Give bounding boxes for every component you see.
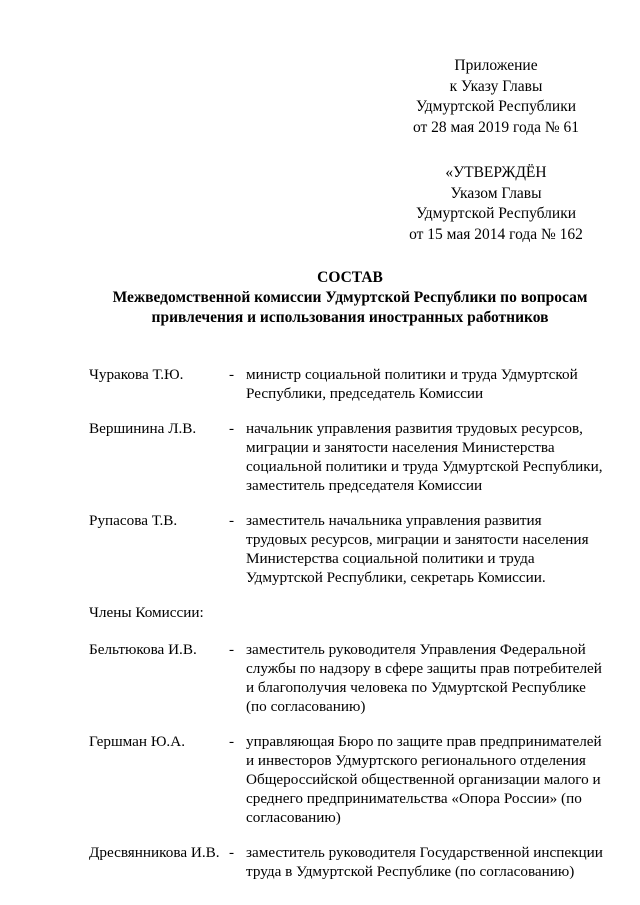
dash-separator: - <box>229 512 235 529</box>
appendix-line: Удмуртской Республики <box>415 98 577 115</box>
member-name: Чуракова Т.Ю. <box>89 366 184 383</box>
member-row <box>89 843 609 881</box>
dash-separator: - <box>229 844 235 861</box>
member-row <box>89 732 609 827</box>
role-line: службы по надзору в сфере защиты прав потребителей <box>246 660 602 677</box>
member-role <box>246 732 609 827</box>
title-line-1: Межведомственной комиссии Удмуртской Республики по вопросам <box>112 289 588 306</box>
member-role <box>246 365 609 403</box>
member-row <box>89 640 609 716</box>
role-line: трудовых ресурсов, миграции и занятости населения <box>246 531 589 548</box>
role-line: согласованию) <box>246 809 341 826</box>
member-role <box>246 640 609 716</box>
dash-separator: - <box>229 420 235 437</box>
approved-line: «УТВЕРЖДЁН <box>445 164 547 181</box>
appendix-line: к Указу Главы <box>449 77 543 95</box>
role-line: (по согласованию) <box>246 698 366 715</box>
role-line: Общероссийской общественной организации малого и <box>246 771 601 788</box>
member-role <box>246 511 609 587</box>
member-name: Вершинина Л.В. <box>89 420 197 437</box>
approved-line: от 15 мая 2014 года № 162 <box>409 225 583 243</box>
role-line: Удмуртской Республики, секретарь Комиссии. <box>246 569 546 586</box>
appendix-line: от 28 мая 2019 года № 61 <box>412 118 580 136</box>
title-heading: СОСТАВ <box>317 269 383 286</box>
member-name: Рупасова Т.В. <box>89 512 178 529</box>
approved-line: Удмуртской Республики <box>415 205 577 222</box>
role-line: и инвесторов Удмуртского регионального отделения <box>246 752 586 769</box>
approved-line: Указом Главы <box>450 184 542 202</box>
document-title <box>60 268 640 328</box>
role-line: управляющая Бюро по защите прав предпринимателей <box>246 733 602 750</box>
role-line: заместитель начальника управления развития <box>246 512 542 529</box>
members-section-label: Члены Комиссии: <box>89 604 204 621</box>
role-line: министр социальной политики и труда Удмуртской <box>246 366 578 383</box>
member-row <box>89 419 609 495</box>
role-line: Республики, председатель Комиссии <box>246 385 484 402</box>
member-name: Дресвянникова И.В. <box>89 844 220 861</box>
role-line: социальной политики и труда Удмуртской Республики, <box>246 458 603 475</box>
role-line: Министерства социальной политики и труда <box>246 550 535 567</box>
role-line: начальник управления развития трудовых ресурсов, <box>246 420 583 437</box>
dash-separator: - <box>229 733 235 750</box>
dash-separator: - <box>229 366 235 383</box>
role-line: миграции и занятости населения Министерства <box>246 439 555 456</box>
member-role <box>246 843 609 881</box>
approved-header <box>396 163 596 245</box>
member-row <box>89 511 609 587</box>
member-role <box>246 419 609 495</box>
member-name: Бельтюкова И.В. <box>89 641 197 658</box>
role-line: и благополучия человека по Удмуртской Республике <box>246 679 586 696</box>
role-line: заместитель председателя Комиссии <box>246 477 483 494</box>
title-line-2: привлечения и использования иностранных работников <box>151 309 549 326</box>
members-list <box>89 365 609 897</box>
member-row <box>89 365 609 403</box>
role-line: среднего предпринимательства «Опора России» (по <box>246 790 582 807</box>
dash-separator: - <box>229 641 235 658</box>
role-line: заместитель руководителя Государственной инспекции <box>246 844 603 861</box>
role-line: труда в Удмуртской Республике (по согласованию) <box>246 863 575 880</box>
member-name: Гершман Ю.А. <box>89 733 185 750</box>
role-line: заместитель руководителя Управления Федеральной <box>246 641 586 658</box>
appendix-header <box>396 56 596 138</box>
appendix-line: Приложение <box>454 57 538 74</box>
